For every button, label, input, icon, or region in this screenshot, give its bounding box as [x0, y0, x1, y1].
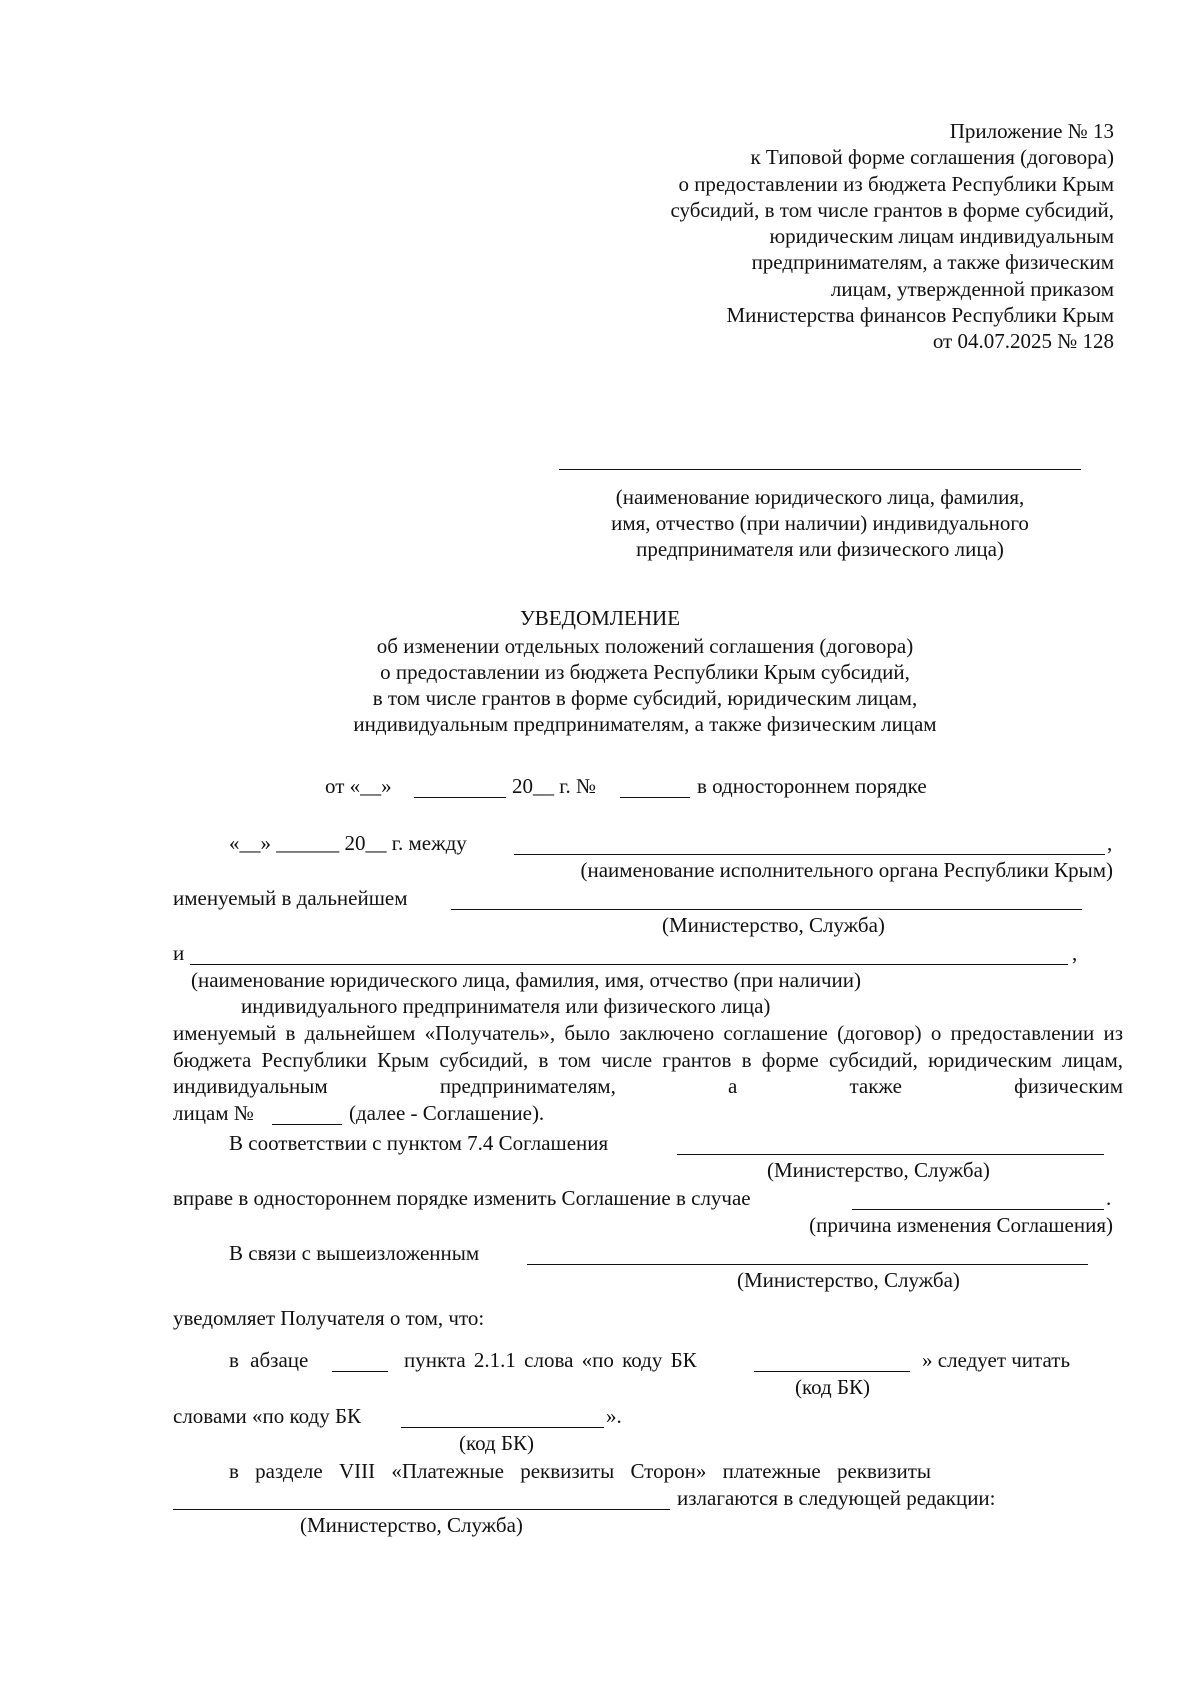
comma: ,: [1107, 831, 1113, 855]
addressee-field[interactable]: [559, 469, 1081, 470]
clause-74-label: В соответствии с пунктом 7.4 Соглашения: [229, 1131, 609, 1155]
ministry-requisites-field[interactable]: [173, 1509, 670, 1510]
quote-end: ».: [606, 1404, 622, 1428]
date-month-field[interactable]: [414, 797, 506, 798]
agreement-number-field[interactable]: [272, 1124, 342, 1125]
addressee-caption-line: (наименование юридического лица, фамилия,: [615, 485, 1025, 509]
reason-caption: (причина изменения Соглашения): [809, 1213, 1113, 1237]
appendix-header: [554, 118, 1114, 355]
appendix-line: субсидий, в том числе грантов в форме субсидий,: [670, 197, 1114, 222]
appendix-line: предпринимателям, а также физическим: [751, 250, 1114, 275]
ministry-caption: (Министерство, Служба): [300, 1513, 523, 1537]
agreement-number-label: лицам №: [173, 1101, 254, 1125]
named-label: именуемый в дальнейшем: [173, 886, 408, 910]
should-read-label: » следует читать: [922, 1348, 1071, 1372]
recipient-paragraph: именуемый в дальнейшем «Получатель», было заключено соглашение (договор) о предоставлении из бюджета Республики Крым субсидий, в том числе грантов в форме субсидий, юридическим лицам, индивидуальным предпринимателям, а также физическим: [173, 1021, 1123, 1098]
appendix-line: о предоставлении из бюджета Республики Крым: [678, 171, 1114, 196]
old-kbk-field[interactable]: [754, 1371, 910, 1372]
right-to-change-label: вправе в одностороннем порядке изменить Соглашение в случае: [173, 1186, 751, 1210]
subtitle-line: о предоставлении из бюджета Республики Крым субсидий,: [380, 660, 910, 684]
appendix-line: от 04.07.2025 № 128: [932, 329, 1114, 354]
ministry-name-field[interactable]: [527, 1264, 1088, 1265]
in-connection-label: В связи с вышеизложенным: [229, 1241, 480, 1265]
change-reason-field[interactable]: [852, 1209, 1104, 1210]
ministry-name-field[interactable]: [451, 909, 1082, 910]
appendix-line: лицам, утвержденной приказом: [830, 276, 1114, 301]
paragraph-number-field[interactable]: [332, 1371, 388, 1372]
appendix-line: к Типовой форме соглашения (договора): [750, 145, 1114, 170]
section-viii-label: в разделе VIII «Платежные реквизиты Сторон» платежные реквизиты: [229, 1459, 931, 1483]
section-tail-label: излагаются в следующей редакции:: [677, 1486, 996, 1510]
recipient-name-field[interactable]: [190, 964, 1068, 965]
recipient-caption-line: (наименование юридического лица, фамилия, имя, отчество (при наличии): [191, 968, 862, 992]
date-tail-label: в одностороннем порядке: [697, 774, 927, 798]
document-title: УВЕДОМЛЕНИЕ: [519, 606, 681, 630]
ministry-caption: (Министерство, Служба): [767, 1158, 990, 1182]
subtitle-line: индивидуальным предпринимателям, а также физическим лицам: [353, 712, 937, 736]
period: .: [1106, 1186, 1112, 1210]
notify-label: уведомляет Получателя о том, что:: [173, 1306, 485, 1330]
recipient-caption-line: индивидуального предпринимателя или физического лица): [241, 994, 771, 1018]
addressee-caption: [540, 484, 1100, 562]
subtitle-line: об изменении отдельных положений соглашения (договора): [376, 634, 914, 658]
executive-body-caption: (наименование исполнительного органа Республики Крым): [580, 858, 1113, 882]
agreement-ref-label: (далее - Соглашение).: [349, 1101, 545, 1125]
ministry-caption: (Министерство, Служба): [737, 1268, 960, 1292]
ministry-caption: (Министерство, Служба): [662, 913, 885, 937]
paragraph-label: в абзаце: [229, 1348, 309, 1372]
kbk-caption: (код БК): [795, 1375, 871, 1399]
appendix-line: Приложение № 13: [949, 119, 1114, 143]
words-label: словами «по коду БК: [173, 1404, 362, 1428]
subtitle-line: в том числе грантов в форме субсидий, юридическим лицам,: [372, 686, 918, 710]
date-from-label: от «__»: [325, 774, 392, 798]
document-subtitle: [0, 633, 1200, 737]
appendix-line: юридическим лицам индивидуальным: [769, 224, 1114, 249]
kbk-caption: (код БК): [459, 1431, 535, 1455]
date-year-label: 20__ г. №: [512, 774, 597, 798]
new-kbk-field[interactable]: [401, 1427, 604, 1428]
clause-words-label: пункта 2.1.1 слова «по коду БК: [404, 1348, 697, 1372]
comma: ,: [1072, 941, 1078, 965]
appendix-line: Министерства финансов Республики Крым: [726, 303, 1114, 328]
executive-body-field[interactable]: [514, 854, 1105, 855]
addressee-caption-line: предпринимателя или физического лица): [636, 537, 1004, 561]
notice-number-field[interactable]: [620, 797, 690, 798]
ministry-name-field[interactable]: [677, 1154, 1104, 1155]
addressee-caption-line: имя, отчество (при наличии) индивидуального: [611, 511, 1029, 535]
and-label: и: [173, 941, 185, 965]
agreement-date-label: «__» ______ 20__ г. между: [229, 831, 467, 855]
